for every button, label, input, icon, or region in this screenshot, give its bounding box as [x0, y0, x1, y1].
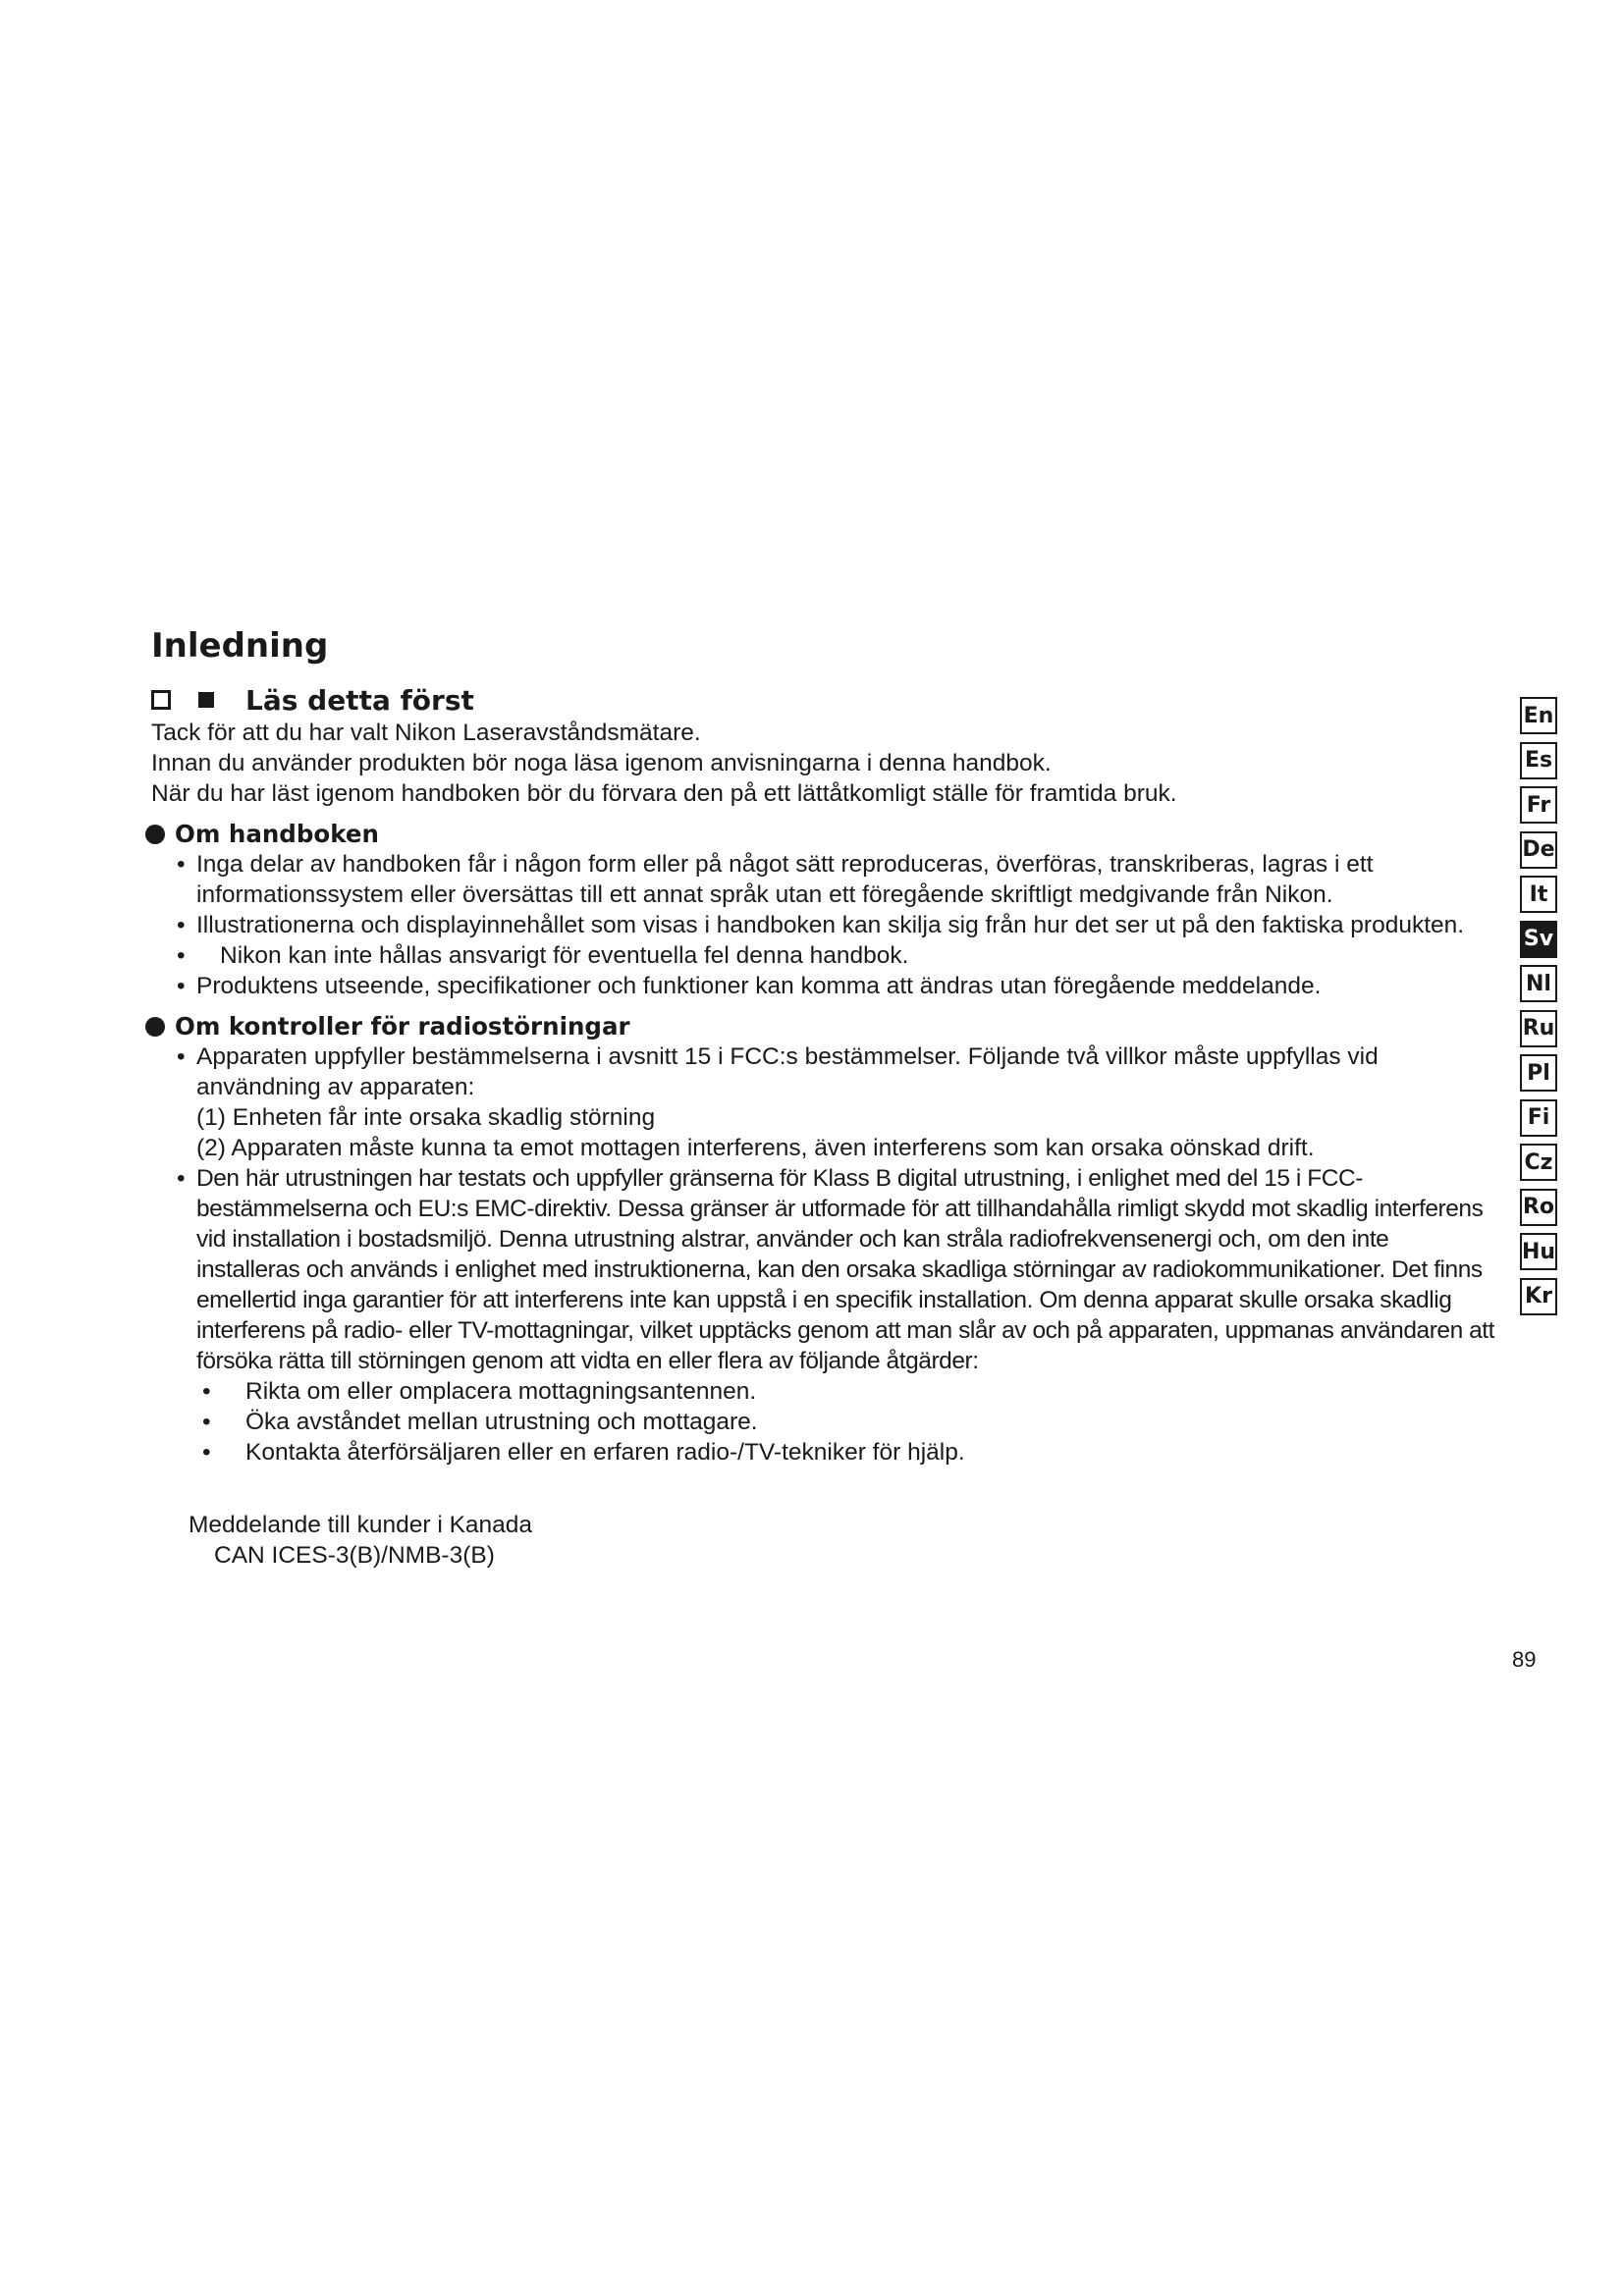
section-header — [151, 682, 1496, 718]
language-tab-sv[interactable]: Sv — [1520, 921, 1557, 958]
language-tab-de[interactable]: De — [1520, 831, 1557, 869]
intro-line: När du har läst igenom handboken bör du förvara den på ett lättåtkomligt ställe för framtida bruk. — [151, 780, 1177, 808]
bullet-dot-icon — [145, 825, 165, 844]
language-tab-hu[interactable]: Hu — [1520, 1233, 1557, 1270]
list-item — [177, 1041, 1496, 1163]
list-item: • Nikon kan inte hållas ansvarigt för eventuella fel denna handbok. — [177, 940, 1496, 971]
bullet-dot-icon — [145, 1017, 165, 1037]
page-content — [151, 628, 1496, 1571]
subsection-header-about-manual — [151, 819, 1496, 849]
language-tab-cz[interactable]: Cz — [1520, 1144, 1557, 1181]
page-title: Inledning — [151, 626, 329, 666]
canada-notice — [151, 1510, 1496, 1571]
intro-line: Tack för att du har valt Nikon Laseravståndsmätare. — [151, 720, 701, 747]
language-tab-es[interactable]: Es — [1520, 742, 1557, 779]
list-item-class-b: • Den här utrustningen har testats och uppfyller gränserna för Klass B digital utrustning, i enlighet med del 15 i FCC-bestämmelserna och EU:s EMC-direktiv. Dessa gränser är utformade för att tillhandahålla rimligt skydd mot skadlig interferens vid installation i bostadsmiljö. Denna utrustning alstrar, använder och kan stråla radiofrekvensenergi och, om den inte installeras och används i enlighet med instruktionerna, kan den orsaka skadliga störningar av radiokommunikationer. Det finns emellertid inga garantier för att interferens inte kan uppstå i en specifik installation. Om denna apparat skulle orsaka skadlig interferens på radio- eller TV-mottagningar, vilket upptäcks genom att man slår av och på apparaten, uppmanas användaren att försöka rätta till störningen genom att vidta en eller flera av följande åtgärder: — [177, 1163, 1496, 1376]
language-tab-ru[interactable]: Ru — [1520, 1010, 1557, 1047]
section-title: Läs detta först — [245, 683, 474, 717]
language-tab-en[interactable]: En — [1520, 697, 1557, 734]
square-filled-icon — [198, 692, 214, 708]
language-tab-it[interactable]: It — [1520, 876, 1557, 913]
language-tab-pl[interactable]: Pl — [1520, 1054, 1557, 1092]
fcc-statement: Apparaten uppfyller bestämmelserna i avsnitt 15 i FCC:s bestämmelser. Följande två villkor måste uppfyllas vid användning av apparaten: — [196, 1043, 1379, 1101]
intro-line: Innan du använder produkten bör noga läsa igenom anvisningarna i denna handbok. — [151, 750, 1052, 777]
subsection-title: Om kontroller för radiostörningar — [175, 1012, 630, 1041]
checkbox-outline-icon — [151, 690, 171, 710]
language-tabs — [1520, 697, 1559, 1322]
canada-notice-title: Meddelande till kunder i Kanada — [189, 1512, 533, 1539]
list-item: • Illustrationerna och displayinnehållet som visas i handboken kan skilja sig från hur det ser ut på den faktiska produkten. — [177, 910, 1496, 940]
list-item: • Produktens utseende, specifikationer och funktioner kan komma att ändras utan föregående meddelande. — [177, 971, 1496, 1001]
measure-item: • Rikta om eller omplacera mottagningsantennen. — [202, 1376, 1496, 1407]
condition-1: (1) Enheten får inte orsaka skadlig störning — [196, 1104, 656, 1132]
about-manual-list — [151, 849, 1496, 1001]
page-number: 89 — [1512, 1647, 1537, 1672]
measures-list — [151, 1376, 1496, 1468]
language-tab-kr[interactable]: Kr — [1520, 1278, 1557, 1315]
list-item: • Inga delar av handboken får i någon form eller på något sätt reproduceras, överföras, transkriberas, lagras i ett informationssystem eller översättas till ett annat språk utan ett föregående skriftligt medgivande från Nikon. — [177, 849, 1496, 910]
canada-code: CAN ICES-3(B)/NMB-3(B) — [214, 1542, 495, 1570]
subsection-header-radio — [151, 1011, 1496, 1041]
language-tab-fi[interactable]: Fi — [1520, 1099, 1557, 1137]
language-tab-ro[interactable]: Ro — [1520, 1189, 1557, 1226]
condition-2: (2) Apparaten måste kunna ta emot mottagen interferens, även interferens som kan orsaka oönskad drift. — [196, 1135, 1315, 1162]
subsection-title: Om handboken — [175, 820, 379, 849]
measure-item: • Öka avståndet mellan utrustning och mottagare. — [202, 1407, 1496, 1437]
language-tab-nl[interactable]: Nl — [1520, 965, 1557, 1002]
language-tab-fr[interactable]: Fr — [1520, 786, 1557, 824]
radio-list — [151, 1041, 1496, 1376]
measure-item: • Kontakta återförsäljaren eller en erfaren radio-/TV-tekniker för hjälp. — [202, 1437, 1496, 1468]
